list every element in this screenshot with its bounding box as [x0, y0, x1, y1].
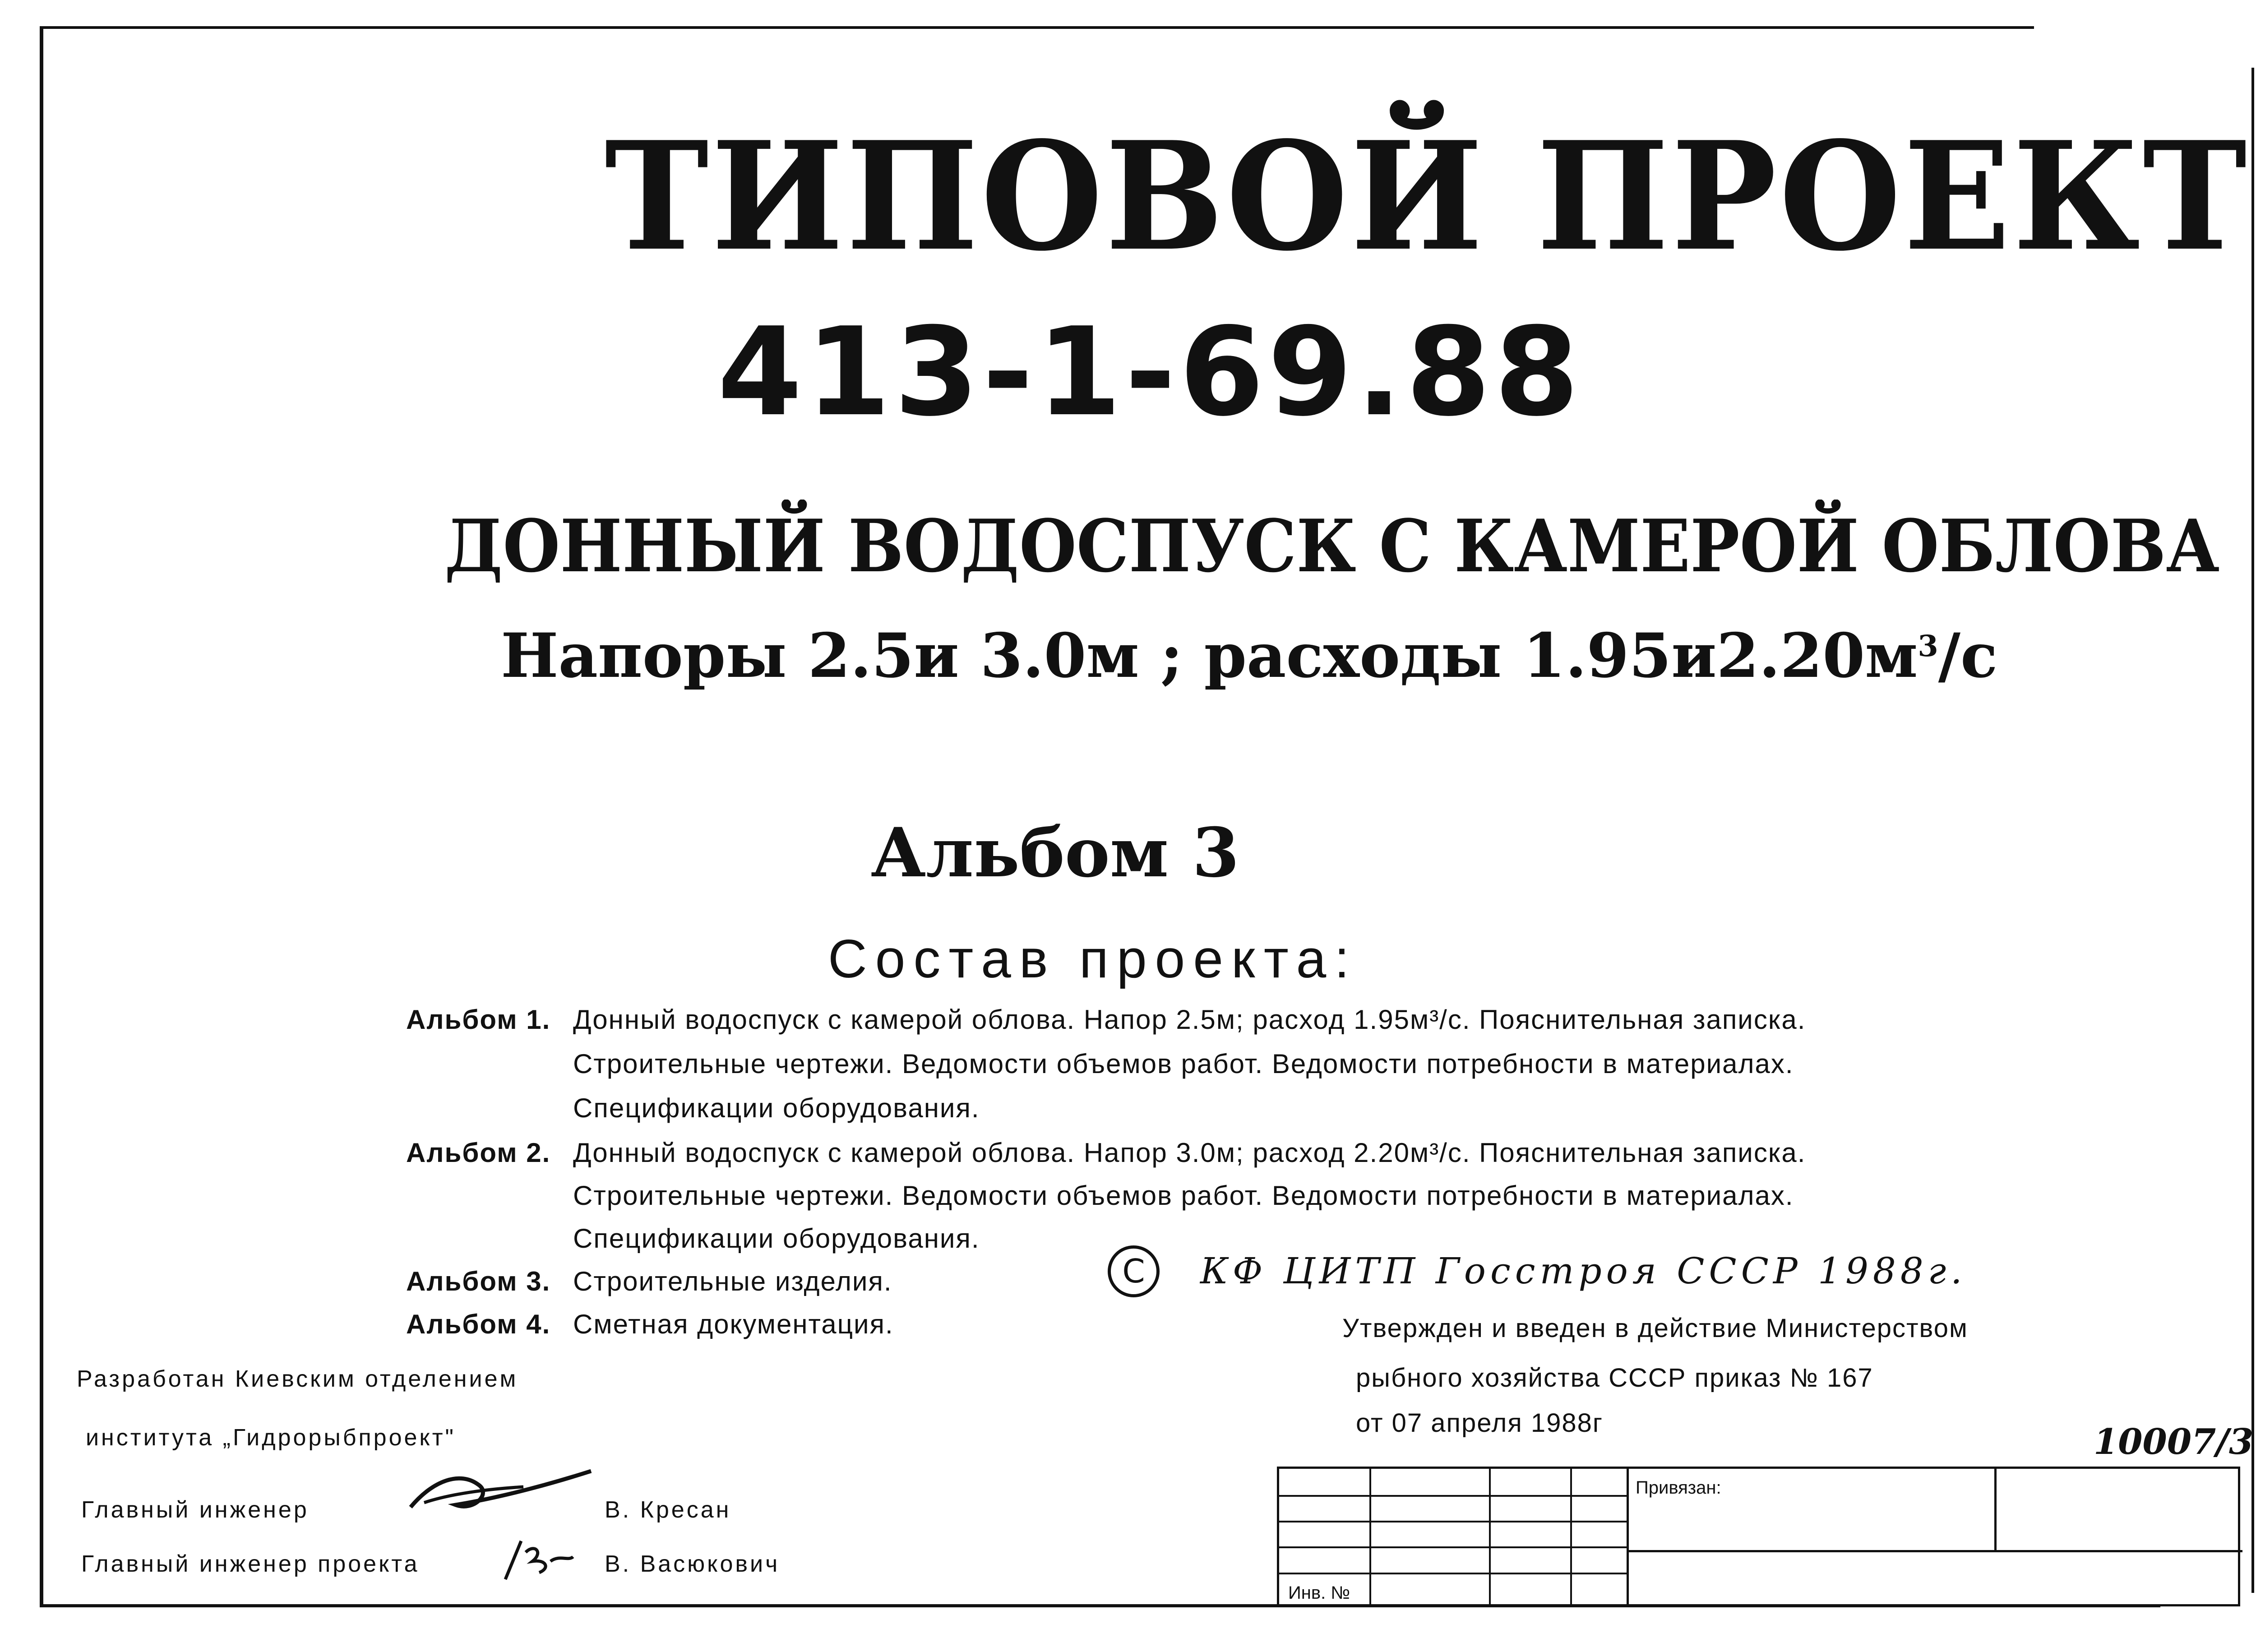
frame-left [40, 28, 43, 1607]
project-engineer-label: Главный инженер проекта [81, 1551, 420, 1577]
title-block-divider [1629, 1550, 2242, 1552]
parameters-unit-sup: 3 [1918, 629, 1938, 663]
title-block-divider [1279, 1521, 1627, 1522]
chief-engineer-signature [406, 1462, 596, 1521]
title-block-divider [1994, 1469, 1997, 1550]
project-engineer-signature [501, 1534, 578, 1584]
title-block-divider [1369, 1469, 1371, 1604]
copyright-text: КФ ЦИТП Госстроя СССР 1988г. [1200, 1250, 1967, 1292]
developer-line: института „Гидрорыбпроект" [86, 1425, 456, 1451]
list-item-label: Альбом 4. [406, 1309, 551, 1339]
inventory-label: Инв. № [1288, 1583, 1350, 1603]
list-item-line: Донный водоспуск с камерой облова. Напор 3.0м; расход 2.20м³/с. Пояснительная записка. [573, 1138, 1806, 1168]
list-item-line: Строительные чертежи. Ведомости объемов работ. Ведомости потребности в материалах. [573, 1049, 1794, 1079]
list-item-label: Альбом 1. [406, 1004, 551, 1035]
project-number: 413-1-69.88 [717, 301, 1583, 443]
list-item-line: Спецификации оборудования. [573, 1223, 980, 1254]
project-subject: ДОННЫЙ ВОДОСПУСК С КАМЕРОЙ ОБЛОВА [444, 504, 2220, 588]
title-block-divider [1489, 1469, 1491, 1604]
copyright-symbol-letter: С [1122, 1252, 1145, 1290]
list-item-line: Строительные изделия. [573, 1266, 892, 1296]
list-item-line: Спецификации оборудования. [573, 1093, 980, 1123]
sheet-code: 10007/3 [2094, 1421, 2254, 1462]
list-item-line: Строительные чертежи. Ведомости объемов работ. Ведомости потребности в материалах. [573, 1180, 1794, 1211]
title-block-divider [1279, 1495, 1627, 1497]
list-item-line: Сметная документация. [573, 1309, 894, 1339]
project-parameters [501, 620, 1998, 691]
document-title: ТИПОВОЙ ПРОЕКТ [605, 109, 2250, 284]
chief-engineer-name: В. Кресан [605, 1497, 731, 1523]
title-block-divider [1279, 1573, 1627, 1574]
frame-top [40, 26, 2034, 29]
parameters-text: Напоры 2.5и 3.0м ; расходы 1.95и2.20м [501, 620, 1918, 691]
list-item-label: Альбом 3. [406, 1266, 551, 1296]
title-block-divider [1279, 1546, 1627, 1548]
album-title: Альбом 3 [871, 813, 1239, 893]
frame-right [2251, 68, 2254, 1593]
approval-line: от 07 апреля 1988г [1356, 1408, 1604, 1438]
approval-line: Утвержден и введен в действие Министерством [1342, 1314, 1968, 1343]
developer-line: Разработан Киевским отделением [77, 1366, 518, 1392]
copyright-symbol [1108, 1245, 1160, 1297]
title-block-divider [1570, 1469, 1572, 1604]
project-engineer-name: В. Васюкович [605, 1551, 780, 1577]
approval-line: рыбного хозяйства СССР приказ № 167 [1356, 1363, 1873, 1393]
list-item-label: Альбом 2. [406, 1138, 551, 1168]
title-block-divider [1627, 1469, 1629, 1604]
composition-heading: Состав проекта: [828, 929, 1358, 989]
title-block [1277, 1467, 2240, 1606]
chief-engineer-label: Главный инженер [81, 1497, 309, 1523]
parameters-unit-tail: /с [1938, 620, 1998, 691]
attached-label: Привязан: [1636, 1478, 1721, 1498]
list-item-line: Донный водоспуск с камерой облова. Напор 2.5м; расход 1.95м³/с. Пояснительная записка. [573, 1004, 1806, 1035]
